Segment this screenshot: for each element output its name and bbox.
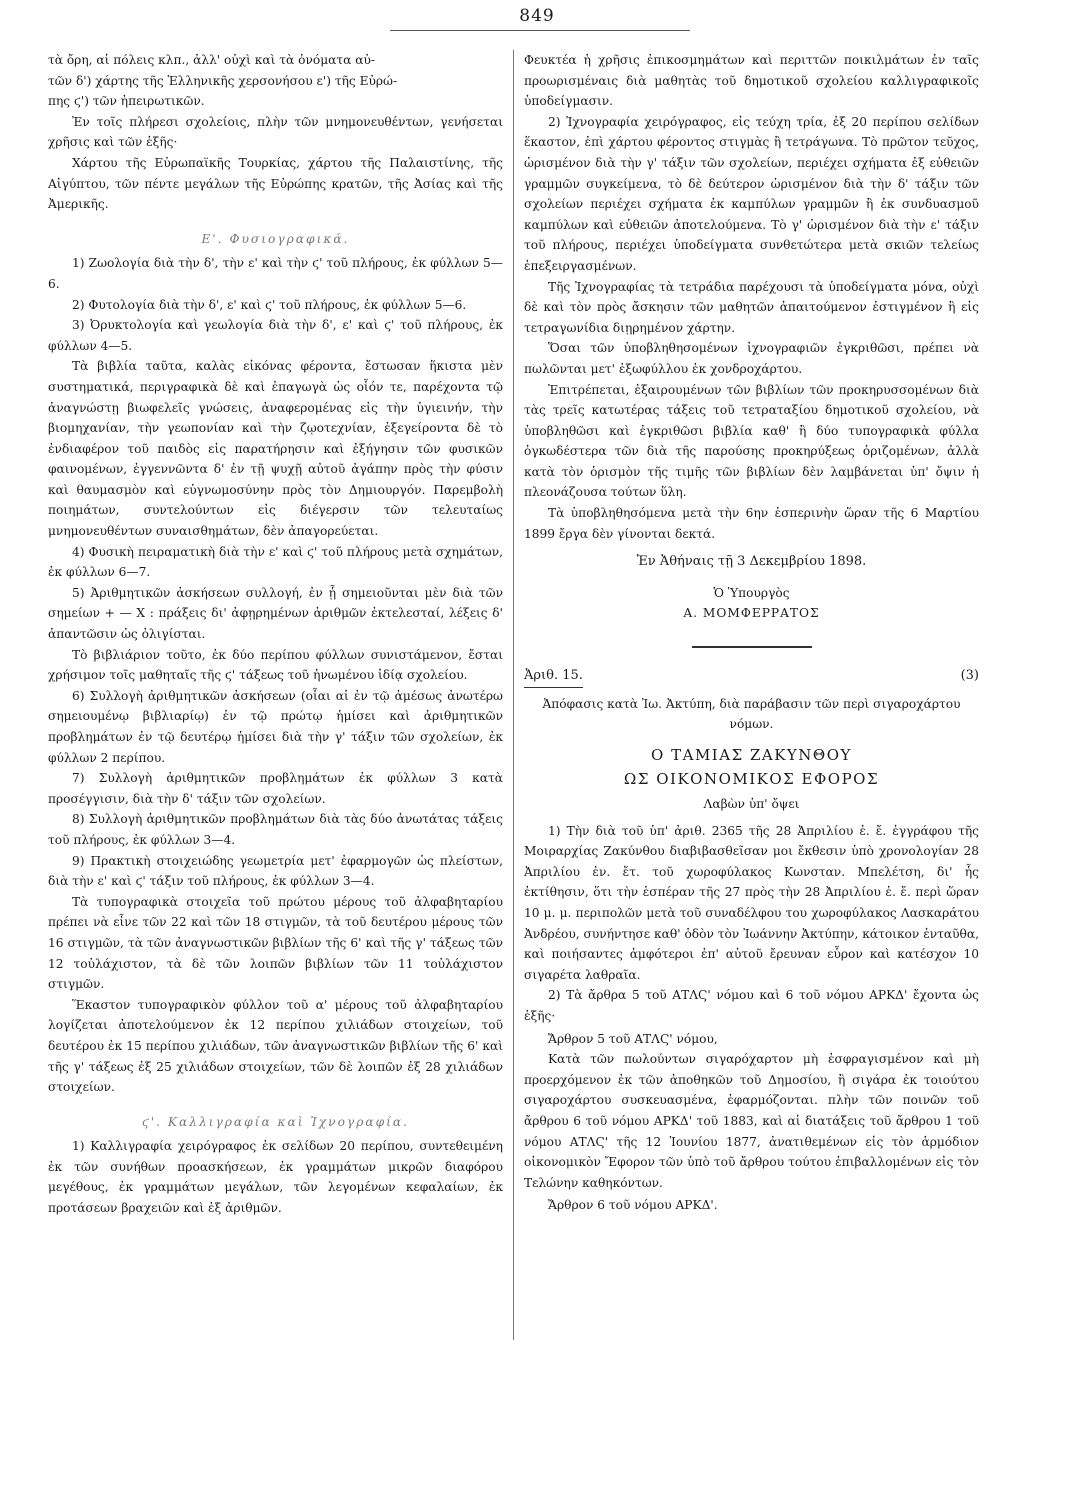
list-item: 8) Συλλογὴ ἀριθμητικῶν προβλημάτων διὰ τὰς δύο ἀνωτάτας τάξεις τοῦ πλήρους, ἐκ φύλλων 3—4.: [48, 812, 503, 847]
typography-paragraph: Τὰ τυπογραφικὰ στοιχεῖα τοῦ πρώτου μέρους τοῦ ἀλφαβηταρίου πρέπει νὰ εἶνε τῶν 22 καὶ τῶν 18 στιγμῶν, τὰ τοῦ δευτέρου μέρους τῶν 16 στιγμῶν, τὰ τῶν ἀναγνωστικῶν βιβλίων τῆς 6' καὶ τῆς γ' τάξεως τῶν 12 τοὐλάχιστον, τὰ δὲ τῶν λοιπῶν βιβλίων τῶν 11 τοὐλάχιστον στιγμῶν.: [48, 894, 503, 992]
books-paragraph: Τὰ βιβλία ταῦτα, καλὰς εἰκόνας φέροντα, ἔστωσαν ἥκιστα μὲν συστηματικά, περιγραφικὰ δὲ καὶ ἐπαγωγὰ ὡς οἷόν τε, παρέχοντα τῷ ἀναγνώστῃ βιωφελεῖς γνώσεις, ἀναφερομένας εἰς τὴν ὑγιεινήν, τὴν βιομηχανίαν, τὴν γεωπονίαν καὶ τὴν ζῳοτεχνίαν, ἐξεγείροντα δὲ τὸ ἐνδιαφέρον τοῦ παιδὸς εἰς παρατήρησιν καὶ ἐξήγησιν τῶν φυσικῶν φαινομένων, ἐγγεννῶντα δ' ἐν τῇ ψυχῇ αὐτοῦ ἀγάπην πρὸς τὴν φύσιν καὶ θαυμασμὸν καὶ εὐγνωμοσύνην πρὸς τὸν Δημιουργόν. Παρεμβολὴ ποιημάτων, συντελούντων εἰς διέγερσιν τῶν τελευταίως μνημονευθέντων συναισθημάτων, δὲν ἀπαγορεύεται.: [48, 359, 503, 539]
intro-line: τῶν δ') χάρτης τῆς Ἑλληνικῆς χερσονήσου ε') τῆς Εὐρώ-: [48, 73, 398, 88]
left-column: [48, 50, 503, 1219]
list-item: 7) Συλλογὴ ἀριθμητικῶν προβλημάτων ἐκ φύλλων 3 κατὰ προσέγγισιν, διὰ τὴν δ' τάξιν τῶν σχολείων.: [48, 771, 503, 806]
list-item: 9) Πρακτικὴ στοιχειώδης γεωμετρία μετ' ἐφαρμογῶν ὡς πλείστων, διὰ τὴν ε' καὶ ϛ' τάξιν τοῦ πλήρους, ἐκ φύλλων 3—4.: [48, 853, 503, 889]
permission-paragraph: Ἐπιτρέπεται, ἐξαιρουμένων τῶν βιβλίων τῶν προκηρυσσομένων διὰ τὰς τρεῖς κατωτέρας τάξεις τοῦ τετραταξίου δημοτικοῦ σχολείου, νὰ ὑποβληθῶσι καὶ ἐγκριθῶσι βιβλία καθ' ἢ δύο τυπογραφικὰ φύλλα ὀγκωδέστερα τῶν διὰ τῆς παρούσης προκηρύξεως ὁριζομένων, ἀλλὰ κατὰ τὸν ὁρισμὸν τῆς τιμῆς τῶν βιβλίων δὲν λαμβάνεται ὑπ' ὄψιν ἡ πλεονάζουσα τούτων ὕλη.: [524, 382, 979, 500]
list-item: 4) Φυσικὴ πειραματικὴ διὰ τὴν ε' καὶ ϛ' τοῦ πλήρους μετὰ σχημάτων, ἐκ φύλλων 6—7.: [48, 544, 503, 580]
column-divider: [513, 50, 514, 1340]
complete-schools-paragraph: Ἐν τοῖς πλήρεσι σχολείοις, πλὴν τῶν μνημονευθέντων, γενήσεται χρῆσις καὶ τῶν ἑξῆς·: [48, 114, 503, 150]
article-6-heading: Ἄρθρον 6 τοῦ νόμου ΑΡΚΔ'.: [548, 1198, 718, 1213]
article-5-heading: Ἄρθρον 5 τοῦ ΑΤΛϚ' νόμου,: [548, 1031, 718, 1046]
section-rule: [692, 646, 812, 648]
sheet-paragraph: Ἕκαστον τυπογραφικὸν φύλλον τοῦ α' μέρους τοῦ ἀλφαβηταρίου λογίζεται ἀποτελούμενον ἐκ 12 περίπου χιλιάδων στοιχείων, τοῦ δευτέρου ἐκ 15 περίπου χιλιάδων, τῶν ἀναγνωστικῶν βιβλίων τῆς 6' καὶ τῆς γ' τάξεως ἐξ 25 χιλιάδων στοιχείων, τῶν δὲ λοιπῶν ἐξ 28 χιλιάδων στοιχείων.: [48, 997, 503, 1095]
page-number: 849: [519, 6, 555, 26]
article-5-text: Κατὰ τῶν πωλούντων σιγαρόχαρτον μὴ ἐσφραγισμένον καὶ μὴ προερχόμενον ἐκ τῶν ἀποθηκῶν τοῦ Δημοσίου, ἢ σιγάρα ἐκ τοιούτου σιγαροχάρτου συσκευασμένα, ἐφαρμόζονται. πλὴν τῶν ποινῶν τοῦ ἄρθρου 6 τοῦ νόμου ΑΡΚΔ' τοῦ 1883, καὶ αἱ διατάξεις τοῦ ἄρθρου 1 τοῦ νόμου ΑΤΛϚ' τῆς 12 Ἰουνίου 1877, ἀνατιθεμένων εἰς τὸν ἁρμόδιον οἰκονομικὸν Ἔφορον τῶν ὑπὸ τοῦ ἄρθρου τούτου ἐπιβαλλομένων εἰς τὸν Τελώνην καθηκόντων.: [524, 1052, 979, 1190]
list-item: 3) Ὀρυκτολογία καὶ γεωλογία διὰ τὴν δ', ε' καὶ ϛ' τοῦ πλήρους, ἐκ φύλλων 4—5.: [48, 318, 503, 353]
list-item: 6) Συλλογὴ ἀριθμητικῶν ἀσκήσεων (οἷαι αἱ ἐν τῷ ἀμέσως ἀνωτέρω σημειουμένῳ βιβλιαρίῳ) ἐν τῷ πρώτῳ ἡμίσει καὶ ἀριθμητικῶν προβλημάτων ἐν τῷ δευτέρῳ ἡμίσει διὰ τὴν γ' τάξιν τῶν σχολείων, ἐκ φύλλων 2 περίπου.: [48, 688, 503, 765]
list-item: 1) Ζωολογία διὰ τὴν δ', τὴν ε' καὶ τὴν ϛ' τοῦ πλήρους, ἐκ φύλλων 5—6.: [48, 256, 503, 291]
intro-line: πης ϛ') τῶν ἠπειρωτικῶν.: [48, 94, 205, 109]
opening-paragraph: Φευκτέα ἡ χρῆσις ἐπικοσμημάτων καὶ περιττῶν ποικιλμάτων ἐν ταῖς προωρισμέναις διὰ μαθητὰς τοῦ δημοτικοῦ σχολείου καλλιγραφικοῖς ὑποδείγμασιν.: [524, 53, 979, 109]
minister-title: Ὁ Ὑπουργὸς: [713, 585, 790, 600]
decision-number: Ἀριθ. 15.: [524, 666, 583, 688]
right-column: [524, 50, 979, 1216]
date-line: Ἐν Ἀθήναις τῇ 3 Δεκεμβρίου 1898.: [636, 554, 867, 570]
top-rule: [390, 30, 690, 31]
maps-paragraph: Χάρτου τῆς Εὐρωπαϊκῆς Τουρκίας, χάρτου τῆς Παλαιστίνης, τῆς Αἰγύπτου, τῶν πέντε μεγάλων τῆς Εὐρώπης κρατῶν, τῆς Ἀσίας καὶ τῆς Ἀμερικῆς.: [48, 155, 503, 212]
list-item: 2) Φυτολογία διὰ τὴν δ', ε' καὶ ϛ' τοῦ πλήρους, ἐκ φύλλων 5—6.: [72, 297, 467, 312]
point-2-paragraph: 2) Τὰ ἄρθρα 5 τοῦ ΑΤΛϚ' νόμου καὶ 6 τοῦ νόμου ΑΡΚΔ' ἔχοντα ὡς ἑξῆς·: [524, 988, 979, 1023]
heading-treasurer: Ο ΤΑΜΙΑΣ ΖΑΚΥΝΘΟΥ: [651, 745, 852, 764]
having-regard: Λαβὼν ὑπ' ὄψει: [703, 797, 800, 811]
heading-tax-officer: ΩΣ ΟΙΚΟΝΟΜΙΚΟΣ ΕΦΟΡΟΣ: [623, 770, 880, 789]
list-item: 5) Ἀριθμητικῶν ἀσκήσεων συλλογή, ἐν ᾗ σημειοῦνται μὲν διὰ τῶν σημείων + — Χ : πράξεις δι' ἀφῃρημένων ἀριθμῶν ἐκτελεσταί, λέξεις δ' ἀπαντῶσιν ὡς ὀλιγίσται.: [48, 585, 503, 642]
drawing-paragraph: 2) Ἰχνογραφία χειρόγραφος, εἰς τεύχη τρία, ἐξ 20 περίπου σελίδων ἕκαστον, ἐπὶ χάρτου φέροντος στιγμὰς ἢ τετράγωνα. Τὸ πρῶτον τεῦχος, ὡρισμένον διὰ τὴν γ' τάξιν τῶν σχολείων, περιέχει σχήματα ἐξ εὐθειῶν γραμμῶν συγκείμενα, τὸ δὲ δεύτερον ὡρισμένον διὰ τὴν δ' τάξιν τῶν σχολείων περιέχει σχήματα ἐκ καμπύλων γραμμῶν ἢ ἐκ συνδυασμοῦ καμπύλων καὶ εὐθειῶν ἀποτελούμενα. Τὸ γ' ὡρισμένον διὰ τὴν ε' τάξιν τοῦ πλήρους, περιέχει ὑποδείγματα συνθετώτερα μετὰ σκιῶν τελείως ἐπεξειργασμένων.: [524, 114, 979, 273]
notebooks-paragraph: Τῆς Ἰχνογραφίας τὰ τετράδια παρέχουσι τὰ ὑποδείγματα μόνα, οὐχὶ δὲ καὶ τὸν πρὸς ἄσκησιν τῶν μαθητῶν ἀπαιτούμενον ἐστιγμένον ἢ εἰς τετραγωνίδια διῃρημένον χάρτην.: [524, 279, 979, 335]
section-f-heading: ϛ'. Καλλιγραφία καὶ Ἰχνογραφία.: [141, 1114, 410, 1129]
point-1-paragraph: 1) Τὴν διὰ τοῦ ὑπ' ἀριθ. 2365 τῆς 28 Ἀπριλίου ἐ. ἔ. ἐγγράφου τῆς Μοιραρχίας Ζακύνθου διαβιβασθεῖσαν μοι ἔκθεσιν ὑπὸ χρονολογίαν 28 Ἀπριλίου ἐν. ἔτ. τοῦ χωροφύλακος Κωνσταν. Μπελέτση, δι' ἧς ἐκτίθησιν, ὅτι τὴν ἑσπέραν τῆς 27 πρὸς τὴν 28 Ἀπριλίου ἐ. ἔ. περὶ ὥραν 10 μ. μ. περιπολῶν μετὰ τοῦ συναδέλφου του χωροφύλακος Λασκαράτου Ἀνδρέου, συνήντησε καθ' ὁδὸν τὸν Ἰωάννην Ἀκτύπην, κάτοικον ἐνταῦθα, καὶ ποιήσαντες ἀμφότεροι ἐπ' αὐτοῦ ἔρευναν εὗρον καὶ κατέσχον 10 σιγαρέτα λαθραῖα.: [524, 823, 979, 982]
decision-index: (3): [960, 668, 979, 684]
minister-name: Α. ΜΟΜΦΕΡΡΑΤΟΣ: [683, 606, 820, 621]
decision-subject: Ἀπόφασις κατὰ Ἰω. Ἀκτύπη, διὰ παράβασιν τῶν περὶ σιγαροχάρτου νόμων.: [542, 696, 961, 732]
deadline-paragraph: Τὰ ὑποβληθησόμενα μετὰ τὴν 6ην ἑσπερινὴν ὥραν τῆς 6 Μαρτίου 1899 ἔργα δὲν γίνονται δεκτά.: [524, 506, 979, 541]
calligraphy-paragraph: 1) Καλλιγραφία χειρόγραφος ἐκ σελίδων 20 περίπου, συντεθειμένη ἐκ τῶν συνήθων προασκήσεων, ἐκ γραμμάτων μικρῶν διαφόρου μεγέθους, ἐκ γραμμάτων μεγάλων, τῶν λεγομένων κεφαλαίων, ἐκ προτάσεων βραχειῶν καὶ ἐξ ἀριθμῶν.: [48, 1139, 503, 1216]
decision-row: [524, 666, 979, 688]
section-e-heading: Ε'. Φυσιογραφικά.: [201, 231, 350, 246]
booklet-paragraph: Τὸ βιβλιάριον τοῦτο, ἐκ δύο περίπου φύλλων συνιστάμενον, ἔσται χρήσιμον τοῖς μαθηταῖς τῆς ϛ' τάξεως τοῦ ἡνωμένου ἰδίᾳ σχολείου.: [48, 647, 503, 683]
cover-paragraph: Ὅσαι τῶν ὑποβληθησομένων ἰχνογραφιῶν ἐγκριθῶσι, πρέπει νὰ πωλῶνται μετ' ἐξωφύλλου ἐκ χονδροχάρτου.: [524, 341, 979, 376]
intro-line: τὰ ὄρη, αἱ πόλεις κλπ., ἀλλ' οὐχὶ καὶ τὰ ὀνόματα αὐ-: [48, 53, 375, 67]
